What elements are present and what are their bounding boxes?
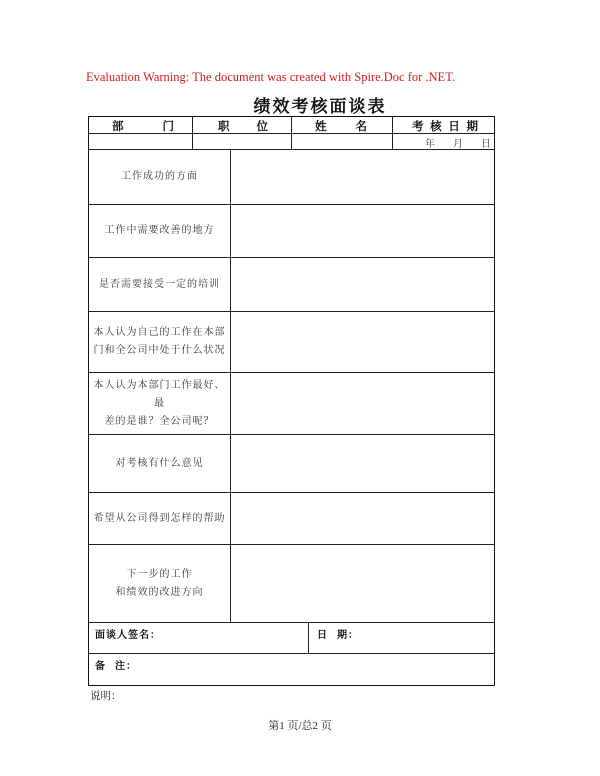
form-title: 绩效考核面谈表 <box>253 97 387 117</box>
header-dept: 部 门 <box>112 118 174 133</box>
remarks-label: 备 注： <box>95 661 137 672</box>
interviewer-signature-label: 面谈人签名： <box>95 630 161 641</box>
col-divider <box>308 622 309 653</box>
review-date-field[interactable]: 年 月 日 <box>425 139 491 150</box>
answer-training-needed[interactable] <box>231 258 494 311</box>
name-value-cell[interactable] <box>292 134 391 148</box>
question-self-position: 本人认为自己的工作在本部 门和全公司中处于什么状况 <box>93 327 226 356</box>
answer-next-steps[interactable] <box>231 545 494 622</box>
header-name: 姓 名 <box>315 118 367 133</box>
question-review-opinion: 对考核有什么意见 <box>115 457 204 469</box>
interviewer-signature-field[interactable] <box>170 623 306 652</box>
question-improvement-areas: 工作中需要改善的地方 <box>104 225 215 236</box>
remarks-field[interactable] <box>140 654 494 685</box>
answer-best-worst[interactable] <box>231 373 494 434</box>
question-next-steps: 下一步的工作 和绩效的改进方向 <box>115 568 204 598</box>
question-success-areas: 工作成功的方面 <box>121 171 198 182</box>
answer-company-help[interactable] <box>231 493 494 544</box>
evaluation-warning: Evaluation Warning: The document was created with Spire.Doc for .NET. <box>86 70 456 84</box>
position-value-cell[interactable] <box>193 134 290 148</box>
answer-review-opinion[interactable] <box>231 435 494 492</box>
signature-date-field[interactable] <box>360 623 494 652</box>
answer-improvement-areas[interactable] <box>231 205 494 257</box>
page-footer: 第1 页/总2 页 <box>268 720 332 732</box>
col-divider <box>392 116 393 149</box>
question-company-help: 希望从公司得到怎样的帮助 <box>93 512 226 524</box>
answer-success-areas[interactable] <box>231 150 494 204</box>
dept-value-cell[interactable] <box>89 134 191 148</box>
question-training-needed: 是否需要接受一定的培训 <box>99 278 220 290</box>
answer-self-position[interactable] <box>231 312 494 372</box>
header-position: 职 位 <box>218 118 268 133</box>
header-review-date: 考 核 日 期 <box>412 118 478 133</box>
signature-date-label: 日 期： <box>317 630 359 641</box>
note-label: 说明： <box>90 690 122 702</box>
question-best-worst: 本人认为本部门工作最好、最 差的是谁？全公司呢？ <box>93 379 226 427</box>
